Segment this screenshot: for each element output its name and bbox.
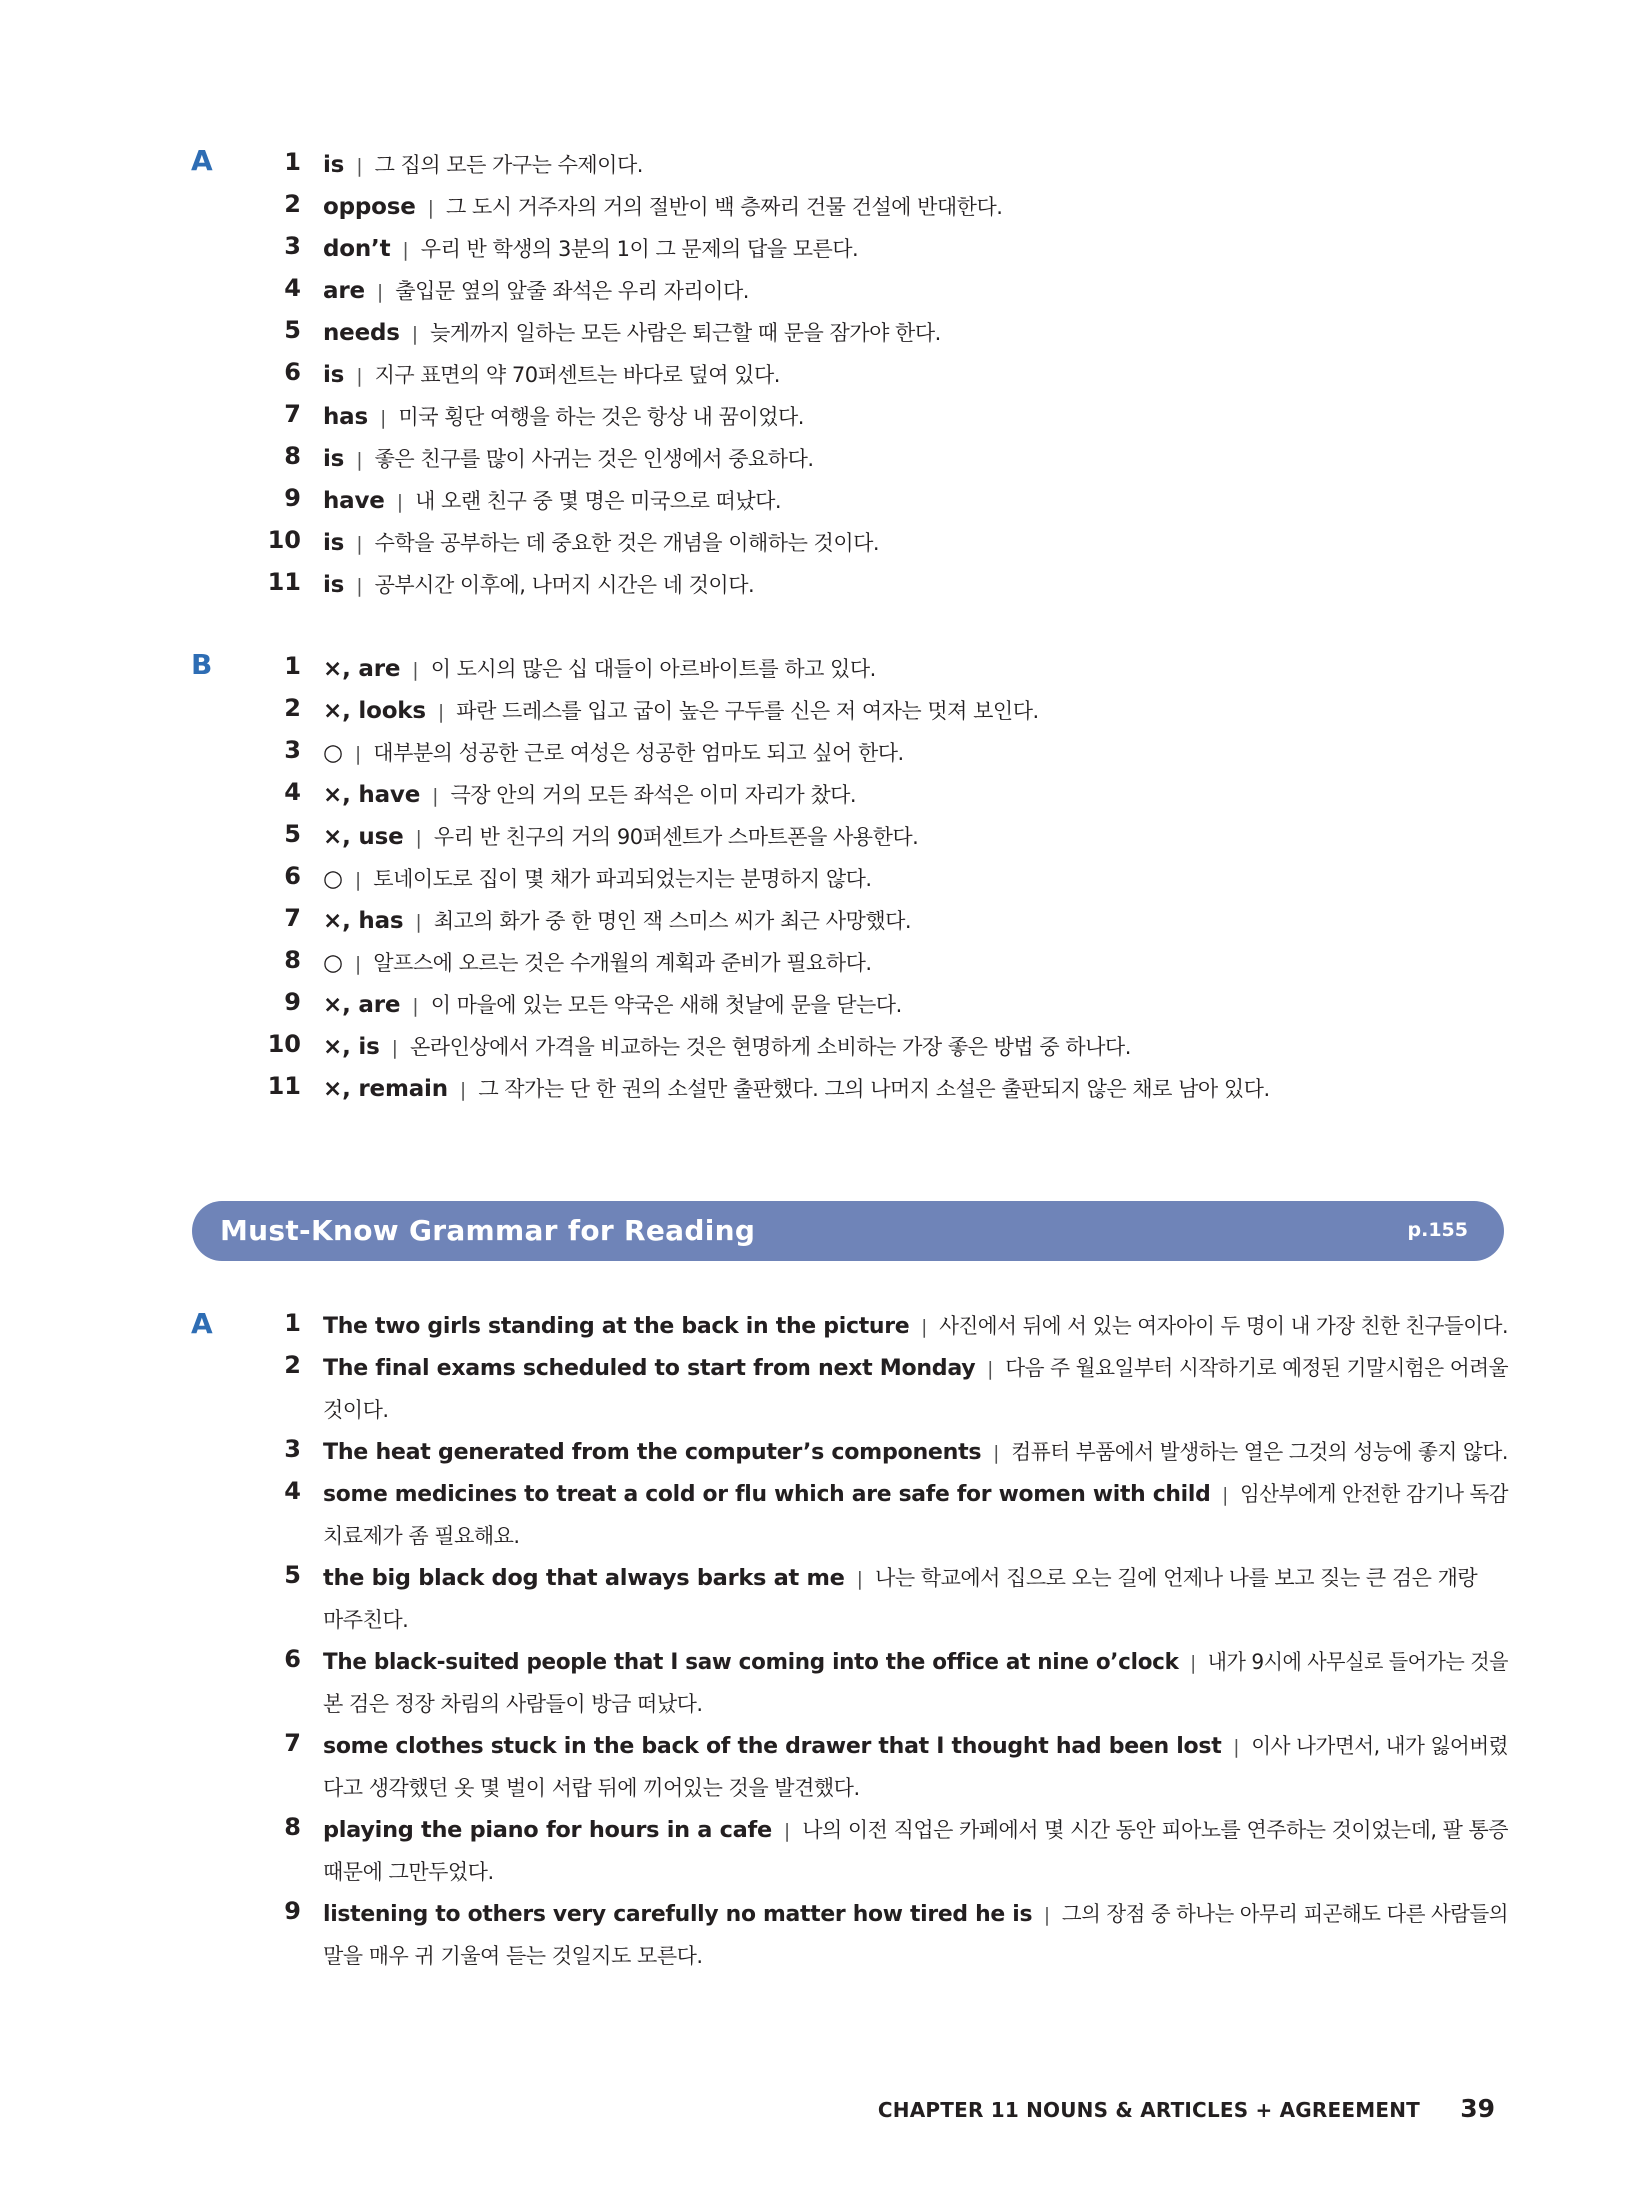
answer-line <box>323 695 1039 725</box>
translation-text: 좋은 친구를 많이 사귀는 것은 인생에서 중요하다. <box>374 447 814 471</box>
translation-text: 내 오랜 친구 중 몇 명은 미국으로 떠났다. <box>415 489 782 513</box>
item-number: 4 <box>284 778 301 806</box>
translation-continuation: 마주친다. <box>323 1608 409 1632</box>
answer-text: ×, are <box>323 656 401 682</box>
answer-text: have <box>323 488 385 514</box>
separator-bar: | <box>376 281 384 303</box>
answer-text: are <box>323 278 365 304</box>
answer-line <box>323 1031 1131 1061</box>
item-number: 3 <box>284 736 301 764</box>
section-letter-mk-a: A <box>191 1307 213 1340</box>
separator-bar: | <box>411 323 419 345</box>
answer-text: oppose <box>323 194 416 220</box>
translation-text: 늦게까지 일하는 모든 사람은 퇴근할 때 문을 잠가야 한다. <box>430 321 941 345</box>
footer-chapter: CHAPTER 11 NOUNS & ARTICLES + AGREEMENT <box>877 2098 1420 2122</box>
item-number: 6 <box>284 358 301 386</box>
translation-text: 그의 장점 중 하나는 아무리 피곤해도 다른 사람들의 <box>1061 1902 1508 1926</box>
item-number: 6 <box>284 1645 301 1673</box>
item-number: 1 <box>284 148 301 176</box>
item-number: 11 <box>267 1072 301 1100</box>
translation-continuation: 다고 생각했던 옷 몇 벌이 서랍 뒤에 끼어있는 것을 발견했다. <box>323 1776 860 1800</box>
translation-text: 온라인상에서 가격을 비교하는 것은 현명하게 소비하는 가장 좋은 방법 중 하나다. <box>410 1035 1131 1059</box>
answer-line <box>323 863 872 893</box>
separator-bar: | <box>402 239 409 261</box>
translation-text: 우리 반 친구의 거의 90퍼센트가 스마트폰을 사용한다. <box>433 825 919 849</box>
answer-text: ×, has <box>323 908 404 934</box>
item-number: 7 <box>284 400 301 428</box>
answer-text: has <box>323 404 368 430</box>
answer-line <box>323 1730 1508 1760</box>
separator-bar: | <box>1190 1652 1197 1674</box>
answer-text: The two girls standing at the back in the picture <box>323 1313 910 1339</box>
answer-line <box>323 821 918 851</box>
item-number: 3 <box>284 232 301 260</box>
separator-bar: | <box>356 155 363 177</box>
answer-line <box>323 947 872 977</box>
translation-text: 그 집의 모든 가구는 수제이다. <box>374 153 643 177</box>
item-number: 7 <box>284 904 301 932</box>
item-number: 9 <box>284 988 301 1016</box>
translation-text: 내가 9시에 사무실로 들어가는 것을 <box>1207 1650 1509 1674</box>
translation-text: 알프스에 오르는 것은 수개월의 계획과 준비가 필요하다. <box>373 951 872 975</box>
translation-continuation: 때문에 그만두었다. <box>323 1860 494 1884</box>
answer-line <box>323 1310 1508 1340</box>
item-number: 7 <box>284 1729 301 1757</box>
separator-bar: | <box>412 659 419 681</box>
answer-line <box>323 527 879 557</box>
translation-text: 이 마을에 있는 모든 약국은 새해 첫날에 문을 닫는다. <box>430 993 902 1017</box>
answer-text: ×, have <box>323 782 421 808</box>
translation-text: 극장 안의 거의 모든 좌석은 이미 자리가 찼다. <box>450 783 857 807</box>
translation-text: 대부분의 성공한 근로 여성은 성공한 엄마도 되고 싶어 한다. <box>373 741 904 765</box>
answer-line <box>323 779 856 809</box>
answer-text: is <box>323 446 345 472</box>
answer-line <box>323 401 804 431</box>
answer-text: ×, looks <box>323 698 426 724</box>
separator-bar: | <box>432 785 439 807</box>
must-know-banner <box>192 1201 1504 1261</box>
translation-text: 임산부에게 안전한 감기나 독감 <box>1239 1482 1508 1506</box>
separator-bar: | <box>1043 1904 1051 1926</box>
separator-bar: | <box>415 911 422 933</box>
answer-text: The black-suited people that I saw coming into the office at nine o’clock <box>323 1649 1179 1675</box>
item-number: 2 <box>284 694 301 722</box>
answer-text: playing the piano for hours in a cafe <box>323 1817 772 1843</box>
translation-text: 출입문 옆의 앞줄 좌석은 우리 자리이다. <box>395 279 749 303</box>
translation-text: 나의 이전 직업은 카페에서 몇 시간 동안 피아노를 연주하는 것이었는데, 팔 통증 <box>802 1818 1509 1842</box>
answer-text: The final exams scheduled to start from next Monday <box>323 1355 976 1381</box>
item-number: 8 <box>284 1813 301 1841</box>
answer-text: needs <box>323 320 400 346</box>
answer-line <box>323 1478 1508 1508</box>
translation-continuation: 것이다. <box>323 1398 389 1422</box>
answer-text: The heat generated from the computer’s components <box>323 1439 982 1465</box>
separator-bar: | <box>987 1358 994 1380</box>
translation-text: 공부시간 이후에, 나머지 시간은 네 것이다. <box>374 573 755 597</box>
answer-line <box>323 359 780 389</box>
separator-bar: | <box>1233 1736 1240 1758</box>
answer-text: don’t <box>323 236 391 262</box>
translation-text: 토네이도로 집이 몇 채가 파괴되었는지는 분명하지 않다. <box>373 867 872 891</box>
item-number: 1 <box>284 652 301 680</box>
translation-text: 수학을 공부하는 데 중요한 것은 개념을 이해하는 것이다. <box>374 531 880 555</box>
answer-text: listening to others very carefully no matter how tired he is <box>323 1901 1033 1927</box>
item-number: 5 <box>284 820 301 848</box>
answer-line <box>323 1646 1508 1676</box>
translation-continuation: 치료제가 좀 필요해요. <box>323 1524 520 1548</box>
answer-text: ×, use <box>323 824 404 850</box>
separator-bar: | <box>437 701 445 723</box>
separator-bar: | <box>412 995 419 1017</box>
separator-bar: | <box>856 1568 864 1590</box>
item-number: 5 <box>284 316 301 344</box>
item-number: 9 <box>284 1897 301 1925</box>
answer-text: is <box>323 362 345 388</box>
answer-text: is <box>323 152 345 178</box>
answer-line <box>323 317 941 347</box>
answer-line <box>323 191 1002 221</box>
separator-bar: | <box>415 827 422 849</box>
item-number: 4 <box>284 1477 301 1505</box>
translation-text: 사진에서 뒤에 서 있는 여자아이 두 명이 내 가장 친한 친구들이다. <box>939 1314 1508 1338</box>
translation-text: 이사 나가면서, 내가 잃어버렸 <box>1251 1734 1508 1758</box>
answer-line <box>323 1436 1508 1466</box>
answer-line <box>323 275 749 305</box>
answer-line <box>323 149 643 179</box>
answer-line <box>323 233 858 263</box>
answer-text: ×, are <box>323 992 401 1018</box>
answer-text: ×, is <box>323 1034 380 1060</box>
separator-bar: | <box>356 449 363 471</box>
item-number: 4 <box>284 274 301 302</box>
translation-continuation: 말을 매우 귀 기울여 듣는 것일지도 모른다. <box>323 1944 703 1968</box>
banner-page-ref: p.155 <box>1407 1219 1468 1241</box>
item-number: 2 <box>284 1351 301 1379</box>
item-number: 1 <box>284 1309 301 1337</box>
translation-text: 최고의 화가 중 한 명인 잭 스미스 씨가 최근 사망했다. <box>433 909 912 933</box>
item-number: 9 <box>284 484 301 512</box>
answer-line <box>323 1073 1270 1103</box>
separator-bar: | <box>356 575 363 597</box>
answer-text: some clothes stuck in the back of the drawer that I thought had been lost <box>323 1733 1222 1759</box>
item-number: 8 <box>284 442 301 470</box>
answer-line <box>323 989 902 1019</box>
separator-bar: | <box>783 1820 791 1842</box>
answer-line <box>323 737 904 767</box>
answer-line <box>323 443 814 473</box>
answer-text: ○ <box>323 866 343 892</box>
answer-line <box>323 653 876 683</box>
answer-line <box>323 1814 1508 1844</box>
answer-text: is <box>323 530 345 556</box>
section-letter-a: A <box>191 144 213 177</box>
answer-line <box>323 1562 1477 1592</box>
answer-text: ○ <box>323 740 343 766</box>
translation-text: 컴퓨터 부품에서 발생하는 열은 그것의 성능에 좋지 않다. <box>1011 1440 1508 1464</box>
answer-line <box>323 1352 1508 1382</box>
separator-bar: | <box>993 1442 1000 1464</box>
answer-text: the big black dog that always barks at me <box>323 1565 845 1591</box>
separator-bar: | <box>921 1316 928 1338</box>
banner-title: Must-Know Grammar for Reading <box>220 1214 756 1247</box>
separator-bar: | <box>356 365 363 387</box>
translation-continuation: 본 검은 정장 차림의 사람들이 방금 떠났다. <box>323 1692 703 1716</box>
translation-text: 미국 횡단 여행을 하는 것은 항상 내 꿈이었다. <box>398 405 804 429</box>
item-number: 3 <box>284 1435 301 1463</box>
separator-bar: | <box>459 1079 467 1101</box>
section-letter-b: B <box>191 648 213 681</box>
item-number: 2 <box>284 190 301 218</box>
translation-text: 그 작가는 단 한 권의 소설만 출판했다. 그의 나머지 소설은 출판되지 않은 채로 남아 있다. <box>478 1077 1270 1101</box>
translation-text: 이 도시의 많은 십 대들이 아르바이트를 하고 있다. <box>430 657 876 681</box>
separator-bar: | <box>427 197 435 219</box>
translation-text: 지구 표면의 약 70퍼센트는 바다로 덮여 있다. <box>374 363 780 387</box>
translation-text: 그 도시 거주자의 거의 절반이 백 층짜리 건물 건설에 반대한다. <box>446 195 1003 219</box>
item-number: 10 <box>267 526 301 554</box>
translation-text: 파란 드레스를 입고 굽이 높은 구두를 신은 저 여자는 멋져 보인다. <box>456 699 1039 723</box>
translation-text: 우리 반 학생의 3분의 1이 그 문제의 답을 모른다. <box>420 237 859 261</box>
translation-text: 다음 주 월요일부터 시작하기로 예정된 기말시험은 어려울 <box>1005 1356 1509 1380</box>
answer-line <box>323 569 754 599</box>
separator-bar: | <box>391 1037 398 1059</box>
answer-line <box>323 485 781 515</box>
separator-bar: | <box>354 869 362 891</box>
separator-bar: | <box>380 407 387 429</box>
separator-bar: | <box>356 533 363 555</box>
answer-text: ×, remain <box>323 1076 448 1102</box>
separator-bar: | <box>396 491 404 513</box>
footer-page-number: 39 <box>1460 2094 1495 2123</box>
answer-text: is <box>323 572 345 598</box>
item-number: 10 <box>267 1030 301 1058</box>
item-number: 11 <box>267 568 301 596</box>
separator-bar: | <box>354 743 362 765</box>
item-number: 5 <box>284 1561 301 1589</box>
separator-bar: | <box>1222 1484 1229 1506</box>
answer-line <box>323 905 911 935</box>
translation-text: 나는 학교에서 집으로 오는 길에 언제나 나를 보고 짖는 큰 검은 개랑 <box>875 1566 1478 1590</box>
separator-bar: | <box>354 953 362 975</box>
item-number: 8 <box>284 946 301 974</box>
item-number: 6 <box>284 862 301 890</box>
answer-line <box>323 1898 1508 1928</box>
answer-text: some medicines to treat a cold or flu which are safe for women with child <box>323 1481 1211 1507</box>
answer-text: ○ <box>323 950 343 976</box>
